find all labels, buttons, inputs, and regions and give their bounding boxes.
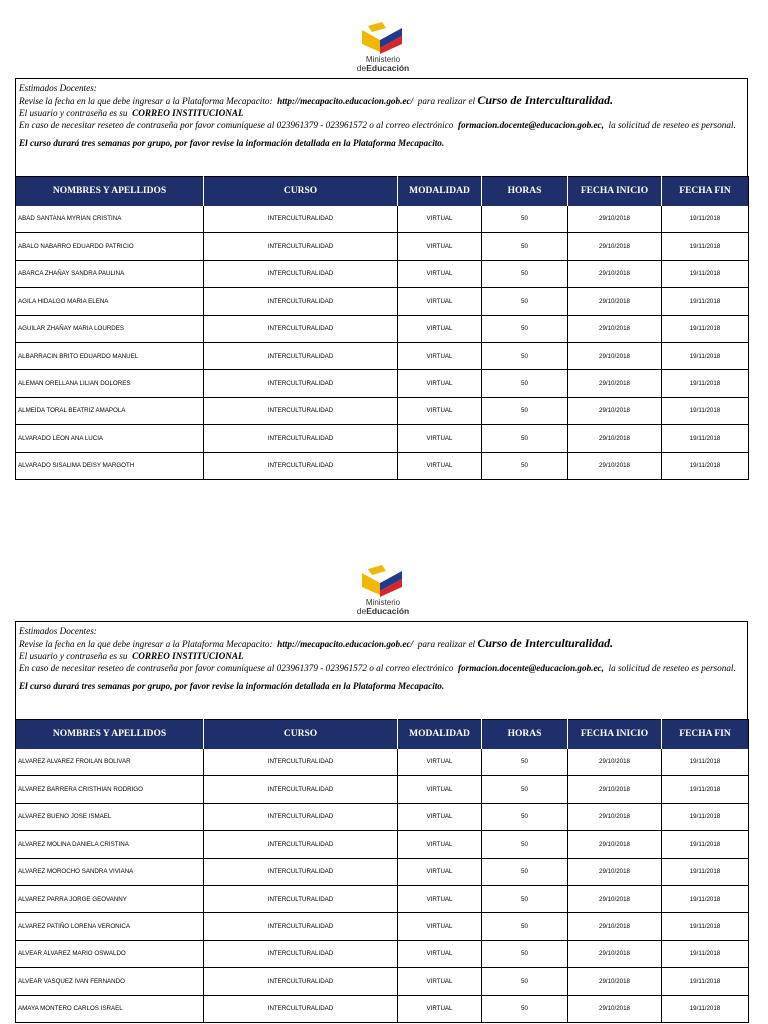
cell-horas: 50 (482, 397, 568, 424)
col-header-curso: CURSO (204, 177, 398, 206)
cell-curso: INTERCULTURALIDAD (204, 206, 398, 233)
cell-curso: INTERCULTURALIDAD (204, 968, 398, 995)
table-row (16, 803, 749, 830)
page-section-2 (15, 561, 748, 1023)
cell-curso: INTERCULTURALIDAD (204, 858, 398, 885)
cell-modalidad: VIRTUAL (398, 288, 482, 315)
table-row (16, 776, 749, 803)
cell-curso: INTERCULTURALIDAD (204, 260, 398, 287)
table-row (16, 968, 749, 995)
ministry-logo (15, 18, 748, 78)
cell-horas: 50 (482, 370, 568, 397)
notice-box (15, 78, 748, 176)
table-row (16, 913, 749, 940)
cell-nombre: AMAYA MONTERO CARLOS ISRAEL (16, 995, 204, 1022)
cell-fecha-inicio: 29/10/2018 (568, 968, 662, 995)
cell-horas: 50 (482, 776, 568, 803)
cell-curso: INTERCULTURALIDAD (204, 288, 398, 315)
platform-link[interactable]: http://mecapacito.educacion.gob.ec/ (277, 639, 414, 649)
cell-modalidad: VIRTUAL (398, 206, 482, 233)
cell-curso: INTERCULTURALIDAD (204, 452, 398, 479)
cell-nombre: AGUILAR ZHAÑAY MARIA LOURDES (16, 315, 204, 342)
cell-horas: 50 (482, 749, 568, 776)
cell-fecha-fin: 19/11/2018 (662, 288, 749, 315)
table-row (16, 206, 749, 233)
cell-fecha-inicio: 29/10/2018 (568, 397, 662, 424)
table-row (16, 260, 749, 287)
col-header-fecha-inicio: FECHA INICIO (568, 177, 662, 206)
cell-nombre: ALVAREZ BUENO JOSE ISMAEL (16, 803, 204, 830)
cell-modalidad: VIRTUAL (398, 397, 482, 424)
cell-modalidad: VIRTUAL (398, 452, 482, 479)
table-row (16, 940, 749, 967)
cell-fecha-inicio: 29/10/2018 (568, 885, 662, 912)
cell-fecha-fin: 19/11/2018 (662, 968, 749, 995)
cell-fecha-inicio: 29/10/2018 (568, 803, 662, 830)
cell-curso: INTERCULTURALIDAD (204, 913, 398, 940)
cell-modalidad: VIRTUAL (398, 831, 482, 858)
cell-horas: 50 (482, 913, 568, 940)
cell-fecha-fin: 19/11/2018 (662, 803, 749, 830)
col-header-horas: HORAS (482, 720, 568, 749)
cell-fecha-fin: 19/11/2018 (662, 885, 749, 912)
cell-nombre: ALVAREZ PATIÑO LORENA VERONICA (16, 913, 204, 940)
table-header-row (16, 177, 749, 206)
table-row (16, 288, 749, 315)
cell-nombre: ALMEIDA TORAL BEATRIZ AMAPOLA (16, 397, 204, 424)
cell-modalidad: VIRTUAL (398, 858, 482, 885)
table-row (16, 749, 749, 776)
cell-nombre: ALVARADO SISALIMA DEISY MARGOTH (16, 452, 204, 479)
col-header-curso: CURSO (204, 720, 398, 749)
table-row (16, 370, 749, 397)
notice-line-2: El usuario y contraseña es su CORREO INSTITUCIONAL (19, 108, 244, 118)
table-row (16, 858, 749, 885)
cell-nombre: ALVAREZ PARRA JORGE GEOVANNY (16, 885, 204, 912)
cell-fecha-inicio: 29/10/2018 (568, 749, 662, 776)
cell-fecha-inicio: 29/10/2018 (568, 288, 662, 315)
cell-nombre: ALEMAN ORELLANA LILIAN DOLORES (16, 370, 204, 397)
table-header-row (16, 720, 749, 749)
platform-link[interactable]: http://mecapacito.educacion.gob.ec/ (277, 96, 414, 106)
cell-curso: INTERCULTURALIDAD (204, 233, 398, 260)
table-row (16, 452, 749, 479)
cell-fecha-inicio: 29/10/2018 (568, 858, 662, 885)
cell-horas: 50 (482, 885, 568, 912)
notice-line-1: Revise la fecha en la que debe ingresar a la Plataforma Mecapacito: http://mecapacito.educacion.gob.ec/ para realizar el Curso de Interculturalidad. (19, 93, 614, 107)
table-row (16, 425, 749, 452)
support-email-link[interactable]: formacion.docente@educacion.gob.ec, (457, 120, 604, 130)
cell-fecha-fin: 19/11/2018 (662, 425, 749, 452)
cell-nombre: ABARCA ZHAÑAY SANDRA PAULINA (16, 260, 204, 287)
notice-greeting: Estimados Docentes: (19, 626, 97, 636)
cell-horas: 50 (482, 315, 568, 342)
cell-curso: INTERCULTURALIDAD (204, 885, 398, 912)
cell-fecha-fin: 19/11/2018 (662, 831, 749, 858)
cell-curso: INTERCULTURALIDAD (204, 776, 398, 803)
cell-modalidad: VIRTUAL (398, 776, 482, 803)
cell-curso: INTERCULTURALIDAD (204, 342, 398, 369)
cell-fecha-inicio: 29/10/2018 (568, 315, 662, 342)
col-header-nombres: NOMBRES Y APELLIDOS (16, 177, 204, 206)
cell-horas: 50 (482, 940, 568, 967)
cell-modalidad: VIRTUAL (398, 425, 482, 452)
table-row (16, 315, 749, 342)
table-row (16, 995, 749, 1022)
cell-fecha-inicio: 29/10/2018 (568, 260, 662, 287)
cell-curso: INTERCULTURALIDAD (204, 831, 398, 858)
cell-horas: 50 (482, 288, 568, 315)
cell-fecha-inicio: 29/10/2018 (568, 913, 662, 940)
cell-horas: 50 (482, 831, 568, 858)
col-header-modalidad: MODALIDAD (398, 177, 482, 206)
cell-nombre: ALVARADO LEON ANA LUCIA (16, 425, 204, 452)
cell-fecha-fin: 19/11/2018 (662, 940, 749, 967)
logo-line-2: deEducación (356, 63, 410, 73)
cell-fecha-inicio: 29/10/2018 (568, 425, 662, 452)
cell-modalidad: VIRTUAL (398, 749, 482, 776)
cell-curso: INTERCULTURALIDAD (204, 803, 398, 830)
cell-horas: 50 (482, 425, 568, 452)
notice-line-3: En caso de necesitar reseteo de contraseña por favor comuníquese al 023961379 - 023961572 o al correo electrónico formacion.docente@educacion.gob.ec, la solicitud de reseteo es personal. (19, 120, 736, 130)
cell-nombre: AGILA HIDALGO MARIA ELENA (16, 288, 204, 315)
cell-nombre: ALVAREZ BARRERA CRISTHIAN RODRIGO (16, 776, 204, 803)
table-row (16, 342, 749, 369)
cell-fecha-inicio: 29/10/2018 (568, 370, 662, 397)
table-row (16, 885, 749, 912)
cell-horas: 50 (482, 342, 568, 369)
logo-line-1: Ministerio (365, 598, 401, 607)
cell-modalidad: VIRTUAL (398, 260, 482, 287)
cell-horas: 50 (482, 858, 568, 885)
cell-fecha-fin: 19/11/2018 (662, 233, 749, 260)
col-header-horas: HORAS (482, 177, 568, 206)
col-header-modalidad: MODALIDAD (398, 720, 482, 749)
cell-curso: INTERCULTURALIDAD (204, 425, 398, 452)
cell-curso: INTERCULTURALIDAD (204, 749, 398, 776)
cell-nombre: ALVAREZ MOROCHO SANDRA VIVIANA (16, 858, 204, 885)
cell-nombre: ALVAREZ ALVAREZ FROILAN BOLIVAR (16, 749, 204, 776)
participants-table-2 (15, 719, 749, 1023)
cell-nombre: ABAD SANTANA MYRIAN CRISTINA (16, 206, 204, 233)
cell-modalidad: VIRTUAL (398, 913, 482, 940)
ministry-logo-icon (360, 565, 404, 597)
col-header-fecha-inicio: FECHA INICIO (568, 720, 662, 749)
cell-fecha-fin: 19/11/2018 (662, 913, 749, 940)
cell-fecha-fin: 19/11/2018 (662, 858, 749, 885)
cell-modalidad: VIRTUAL (398, 803, 482, 830)
cell-fecha-fin: 19/11/2018 (662, 315, 749, 342)
col-header-nombres: NOMBRES Y APELLIDOS (16, 720, 204, 749)
col-header-fecha-fin: FECHA FIN (662, 720, 749, 749)
cell-modalidad: VIRTUAL (398, 370, 482, 397)
cell-fecha-inicio: 29/10/2018 (568, 452, 662, 479)
cell-modalidad: VIRTUAL (398, 342, 482, 369)
cell-nombre: ALVEAR ALVAREZ MARIO OSWALDO (16, 940, 204, 967)
cell-curso: INTERCULTURALIDAD (204, 940, 398, 967)
ministry-logo-icon (360, 22, 404, 54)
cell-horas: 50 (482, 803, 568, 830)
cell-fecha-inicio: 29/10/2018 (568, 233, 662, 260)
notice-line-2: El usuario y contraseña es su CORREO INSTITUCIONAL (19, 651, 244, 661)
cell-fecha-fin: 19/11/2018 (662, 452, 749, 479)
cell-fecha-fin: 19/11/2018 (662, 342, 749, 369)
cell-nombre: ALVEAR VASQUEZ IVAN FERNANDO (16, 968, 204, 995)
cell-nombre: ABALO NABARRO EDUARDO PATRICIO (16, 233, 204, 260)
cell-curso: INTERCULTURALIDAD (204, 397, 398, 424)
cell-fecha-fin: 19/11/2018 (662, 749, 749, 776)
notice-greeting: Estimados Docentes: (19, 83, 97, 93)
logo-line-1: Ministerio (365, 55, 401, 64)
cell-modalidad: VIRTUAL (398, 968, 482, 995)
cell-fecha-inicio: 29/10/2018 (568, 995, 662, 1022)
cell-fecha-inicio: 29/10/2018 (568, 206, 662, 233)
support-email-link[interactable]: formacion.docente@educacion.gob.ec, (457, 663, 604, 673)
table-row (16, 831, 749, 858)
cell-modalidad: VIRTUAL (398, 315, 482, 342)
cell-modalidad: VIRTUAL (398, 885, 482, 912)
page-section-1 (15, 18, 748, 480)
cell-fecha-fin: 19/11/2018 (662, 206, 749, 233)
notice-box (15, 621, 748, 719)
cell-horas: 50 (482, 233, 568, 260)
cell-fecha-fin: 19/11/2018 (662, 995, 749, 1022)
cell-fecha-inicio: 29/10/2018 (568, 776, 662, 803)
cell-curso: INTERCULTURALIDAD (204, 370, 398, 397)
cell-fecha-fin: 19/11/2018 (662, 370, 749, 397)
table-row (16, 233, 749, 260)
table-row (16, 397, 749, 424)
cell-fecha-fin: 19/11/2018 (662, 260, 749, 287)
cell-fecha-inicio: 29/10/2018 (568, 831, 662, 858)
notice-line-4: El curso durará tres semanas por grupo, por favor revise la información detallada en la Plataforma Mecapacito. (19, 138, 445, 148)
cell-curso: INTERCULTURALIDAD (204, 995, 398, 1022)
cell-fecha-inicio: 29/10/2018 (568, 940, 662, 967)
cell-fecha-fin: 19/11/2018 (662, 397, 749, 424)
cell-modalidad: VIRTUAL (398, 995, 482, 1022)
cell-fecha-inicio: 29/10/2018 (568, 342, 662, 369)
cell-modalidad: VIRTUAL (398, 233, 482, 260)
cell-nombre: ALVAREZ MOLINA DANIELA CRISTINA (16, 831, 204, 858)
cell-nombre: ALBARRACIN BRITO EDUARDO MANUEL (16, 342, 204, 369)
notice-line-4: El curso durará tres semanas por grupo, por favor revise la información detallada en la Plataforma Mecapacito. (19, 681, 445, 691)
logo-line-2: deEducación (356, 606, 410, 616)
cell-horas: 50 (482, 206, 568, 233)
notice-line-3: En caso de necesitar reseteo de contraseña por favor comuníquese al 023961379 - 023961572 o al correo electrónico formacion.docente@educacion.gob.ec, la solicitud de reseteo es personal. (19, 663, 736, 673)
cell-curso: INTERCULTURALIDAD (204, 315, 398, 342)
cell-horas: 50 (482, 968, 568, 995)
cell-horas: 50 (482, 452, 568, 479)
col-header-fecha-fin: FECHA FIN (662, 177, 749, 206)
participants-table-1 (15, 176, 749, 480)
cell-modalidad: VIRTUAL (398, 940, 482, 967)
cell-horas: 50 (482, 260, 568, 287)
cell-fecha-fin: 19/11/2018 (662, 776, 749, 803)
notice-line-1: Revise la fecha en la que debe ingresar a la Plataforma Mecapacito: http://mecapacito.educacion.gob.ec/ para realizar el Curso de Interculturalidad. (19, 636, 614, 650)
cell-horas: 50 (482, 995, 568, 1022)
ministry-logo (15, 561, 748, 621)
